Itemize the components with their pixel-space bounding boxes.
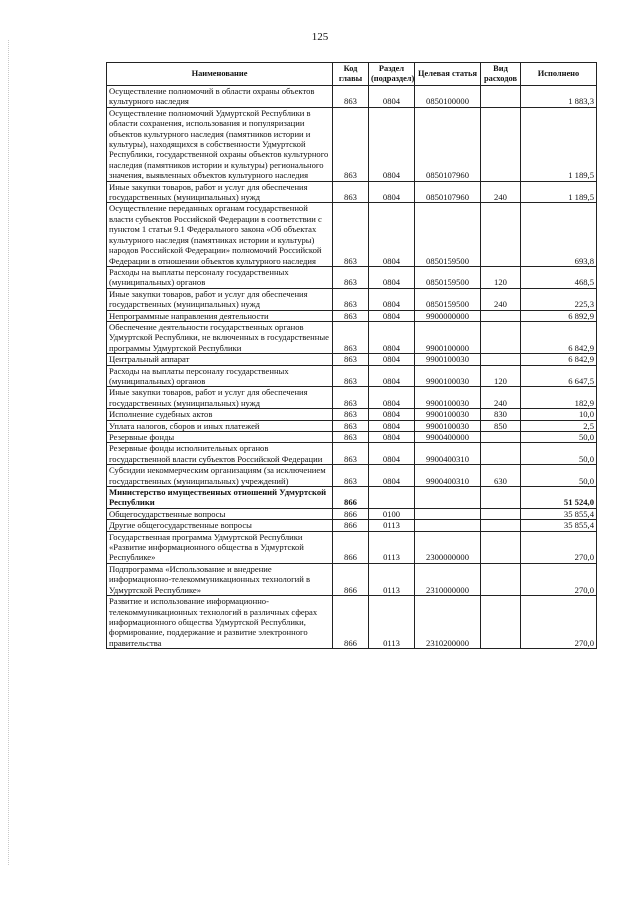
row-done: 6 647,5	[521, 365, 597, 387]
header-section: Раздел (подраздел)	[369, 63, 415, 86]
row-name: Осуществление переданных органам государственной власти субъектов Российской Федерации в соответствии с пунктом 1 статьи 9.1 Федерального закона «Об объектах культурного наследия (памятниках истории и культуры) народов Российской Федерации» полномочий Российской Федерации в отношении объектов культурного наследия	[107, 203, 333, 266]
table-row	[107, 420, 597, 431]
row-done: 6 842,9	[521, 354, 597, 365]
row-code: 863	[333, 310, 369, 321]
row-done: 1 883,3	[521, 86, 597, 108]
row-name: Иные закупки товаров, работ и услуг для обеспечения государственных (муниципальных) нужд	[107, 387, 333, 409]
table-row	[107, 387, 597, 409]
row-code: 863	[333, 203, 369, 266]
row-target: 9900400000	[415, 432, 481, 443]
row-target: 0850159500	[415, 203, 481, 266]
page-number: 125	[311, 31, 329, 43]
budget-table	[106, 62, 597, 649]
row-code: 863	[333, 409, 369, 420]
row-section: 0804	[369, 310, 415, 321]
table-row	[107, 266, 597, 288]
table-row	[107, 181, 597, 203]
table-row	[107, 310, 597, 321]
row-done: 51 524,0	[521, 487, 597, 509]
table-row	[107, 107, 597, 181]
row-kind	[481, 443, 521, 465]
row-section: 0113	[369, 531, 415, 563]
row-done: 468,5	[521, 266, 597, 288]
row-done: 6 842,9	[521, 321, 597, 353]
row-kind	[481, 432, 521, 443]
row-code: 863	[333, 288, 369, 310]
row-kind: 120	[481, 365, 521, 387]
row-target	[415, 487, 481, 509]
row-kind: 240	[481, 181, 521, 203]
row-done: 2,5	[521, 420, 597, 431]
row-done: 693,8	[521, 203, 597, 266]
row-kind	[481, 310, 521, 321]
row-kind: 830	[481, 409, 521, 420]
row-name: Осуществление полномочий Удмуртской Республики в области сохранения, использования и популяризации объектов культурного наследия (памятников истории и культуры), находящихся в собственности Удмуртской Республики, государственной охраны объектов культурного наследия (памятников истории и культуры) регионального значения, выявленных объектов культурного наследия	[107, 107, 333, 181]
row-code: 863	[333, 354, 369, 365]
row-code: 863	[333, 443, 369, 465]
row-target: 9900100000	[415, 321, 481, 353]
row-section: 0100	[369, 508, 415, 519]
row-kind: 850	[481, 420, 521, 431]
row-name: Подпрограмма «Использование и внедрение информационно-телекоммуникационных технологий в Удмуртской Республике»	[107, 563, 333, 595]
row-kind	[481, 203, 521, 266]
row-code: 863	[333, 107, 369, 181]
row-name: Министерство имущественных отношений Удмуртской Республики	[107, 487, 333, 509]
row-section: 0113	[369, 596, 415, 649]
header-target: Целевая статья	[415, 63, 481, 86]
row-done: 6 892,9	[521, 310, 597, 321]
row-section: 0113	[369, 520, 415, 531]
row-section: 0804	[369, 409, 415, 420]
table-row	[107, 443, 597, 465]
row-section: 0804	[369, 86, 415, 108]
row-kind	[481, 531, 521, 563]
row-target: 0850107960	[415, 107, 481, 181]
row-section: 0804	[369, 181, 415, 203]
row-name: Непрограммные направления деятельности	[107, 310, 333, 321]
row-section: 0804	[369, 321, 415, 353]
row-kind	[481, 520, 521, 531]
row-code: 863	[333, 321, 369, 353]
row-target: 2310200000	[415, 596, 481, 649]
table-row	[107, 531, 597, 563]
header-name: Наименование	[107, 63, 333, 86]
row-code: 863	[333, 365, 369, 387]
row-code: 866	[333, 531, 369, 563]
row-target: 9900000000	[415, 310, 481, 321]
row-kind	[481, 354, 521, 365]
row-target: 9900100030	[415, 365, 481, 387]
row-code: 866	[333, 487, 369, 509]
table-row	[107, 354, 597, 365]
row-done: 270,0	[521, 596, 597, 649]
row-name: Развитие и использование информационно-телекоммуникационных технологий в различных сферах информационного общества Удмуртской Республики, формирование, поддержание и развитие электронного правительства	[107, 596, 333, 649]
row-name: Государственная программа Удмуртской Республики «Развитие информационного общества в Удмуртской Республике»	[107, 531, 333, 563]
row-target: 9900400310	[415, 465, 481, 487]
table-row	[107, 203, 597, 266]
row-target	[415, 508, 481, 519]
row-section: 0804	[369, 387, 415, 409]
row-target: 9900100030	[415, 409, 481, 420]
row-name: Обеспечение деятельности государственных органов Удмуртской Республики, не включенных в государственные программы Удмуртской Республики	[107, 321, 333, 353]
row-target: 2300000000	[415, 531, 481, 563]
row-code: 866	[333, 596, 369, 649]
row-target: 0850159500	[415, 288, 481, 310]
row-kind	[481, 596, 521, 649]
table-row	[107, 365, 597, 387]
row-target: 9900100030	[415, 354, 481, 365]
row-done: 182,9	[521, 387, 597, 409]
row-name: Резервные фонды исполнительных органов государственной власти субъектов Российской Федерации	[107, 443, 333, 465]
table-row	[107, 596, 597, 649]
row-code: 863	[333, 420, 369, 431]
row-name: Расходы на выплаты персоналу государственных (муниципальных) органов	[107, 365, 333, 387]
row-name: Уплата налогов, сборов и иных платежей	[107, 420, 333, 431]
header-done: Исполнено	[521, 63, 597, 86]
row-name: Центральный аппарат	[107, 354, 333, 365]
row-target	[415, 520, 481, 531]
row-name: Осуществление полномочий в области охраны объектов культурного наследия	[107, 86, 333, 108]
row-done: 50,0	[521, 443, 597, 465]
row-section: 0804	[369, 266, 415, 288]
table-row	[107, 432, 597, 443]
row-kind	[481, 487, 521, 509]
header-row	[107, 63, 597, 86]
row-done: 270,0	[521, 531, 597, 563]
row-kind: 120	[481, 266, 521, 288]
row-section: 0804	[369, 203, 415, 266]
row-code: 863	[333, 86, 369, 108]
row-section: 0804	[369, 443, 415, 465]
row-target: 0850107960	[415, 181, 481, 203]
row-name: Иные закупки товаров, работ и услуг для обеспечения государственных (муниципальных) нужд	[107, 181, 333, 203]
row-target: 0850100000	[415, 86, 481, 108]
row-kind	[481, 321, 521, 353]
row-target: 0850159500	[415, 266, 481, 288]
row-target: 9900400310	[415, 443, 481, 465]
row-name: Исполнение судебных актов	[107, 409, 333, 420]
row-kind: 240	[481, 387, 521, 409]
row-kind	[481, 107, 521, 181]
table-row	[107, 487, 597, 509]
row-code: 863	[333, 465, 369, 487]
row-code: 866	[333, 563, 369, 595]
table-row	[107, 321, 597, 353]
table-row	[107, 520, 597, 531]
row-section: 0804	[369, 288, 415, 310]
row-done: 10,0	[521, 409, 597, 420]
row-name: Резервные фонды	[107, 432, 333, 443]
row-section: 0804	[369, 420, 415, 431]
row-target: 2310000000	[415, 563, 481, 595]
row-done: 1 189,5	[521, 107, 597, 181]
table-row	[107, 508, 597, 519]
row-done: 1 189,5	[521, 181, 597, 203]
row-code: 866	[333, 508, 369, 519]
row-section: 0113	[369, 563, 415, 595]
row-done: 35 855,4	[521, 508, 597, 519]
row-code: 863	[333, 181, 369, 203]
row-section: 0804	[369, 465, 415, 487]
row-target: 9900100030	[415, 420, 481, 431]
row-name: Иные закупки товаров, работ и услуг для обеспечения государственных (муниципальных) нужд	[107, 288, 333, 310]
row-done: 270,0	[521, 563, 597, 595]
header-code: Код главы	[333, 63, 369, 86]
row-name: Общегосударственные вопросы	[107, 508, 333, 519]
row-section	[369, 487, 415, 509]
row-done: 50,0	[521, 465, 597, 487]
row-code: 863	[333, 266, 369, 288]
table-row	[107, 288, 597, 310]
row-kind	[481, 508, 521, 519]
row-code: 863	[333, 387, 369, 409]
table-row	[107, 465, 597, 487]
table-row	[107, 86, 597, 108]
table-row	[107, 563, 597, 595]
row-kind	[481, 86, 521, 108]
row-done: 50,0	[521, 432, 597, 443]
row-kind: 240	[481, 288, 521, 310]
row-kind: 630	[481, 465, 521, 487]
row-section: 0804	[369, 432, 415, 443]
row-target: 9900100030	[415, 387, 481, 409]
row-section: 0804	[369, 365, 415, 387]
row-kind	[481, 563, 521, 595]
row-name: Другие общегосударственные вопросы	[107, 520, 333, 531]
row-code: 866	[333, 520, 369, 531]
row-done: 35 855,4	[521, 520, 597, 531]
left-page-edge	[8, 40, 9, 865]
row-section: 0804	[369, 354, 415, 365]
row-done: 225,3	[521, 288, 597, 310]
row-name: Расходы на выплаты персоналу государственных (муниципальных) органов	[107, 266, 333, 288]
row-section: 0804	[369, 107, 415, 181]
header-kind: Вид расходов	[481, 63, 521, 86]
table-row	[107, 409, 597, 420]
row-name: Субсидии некоммерческим организациям (за исключением государственных (муниципальных) учреждений)	[107, 465, 333, 487]
row-code: 863	[333, 432, 369, 443]
